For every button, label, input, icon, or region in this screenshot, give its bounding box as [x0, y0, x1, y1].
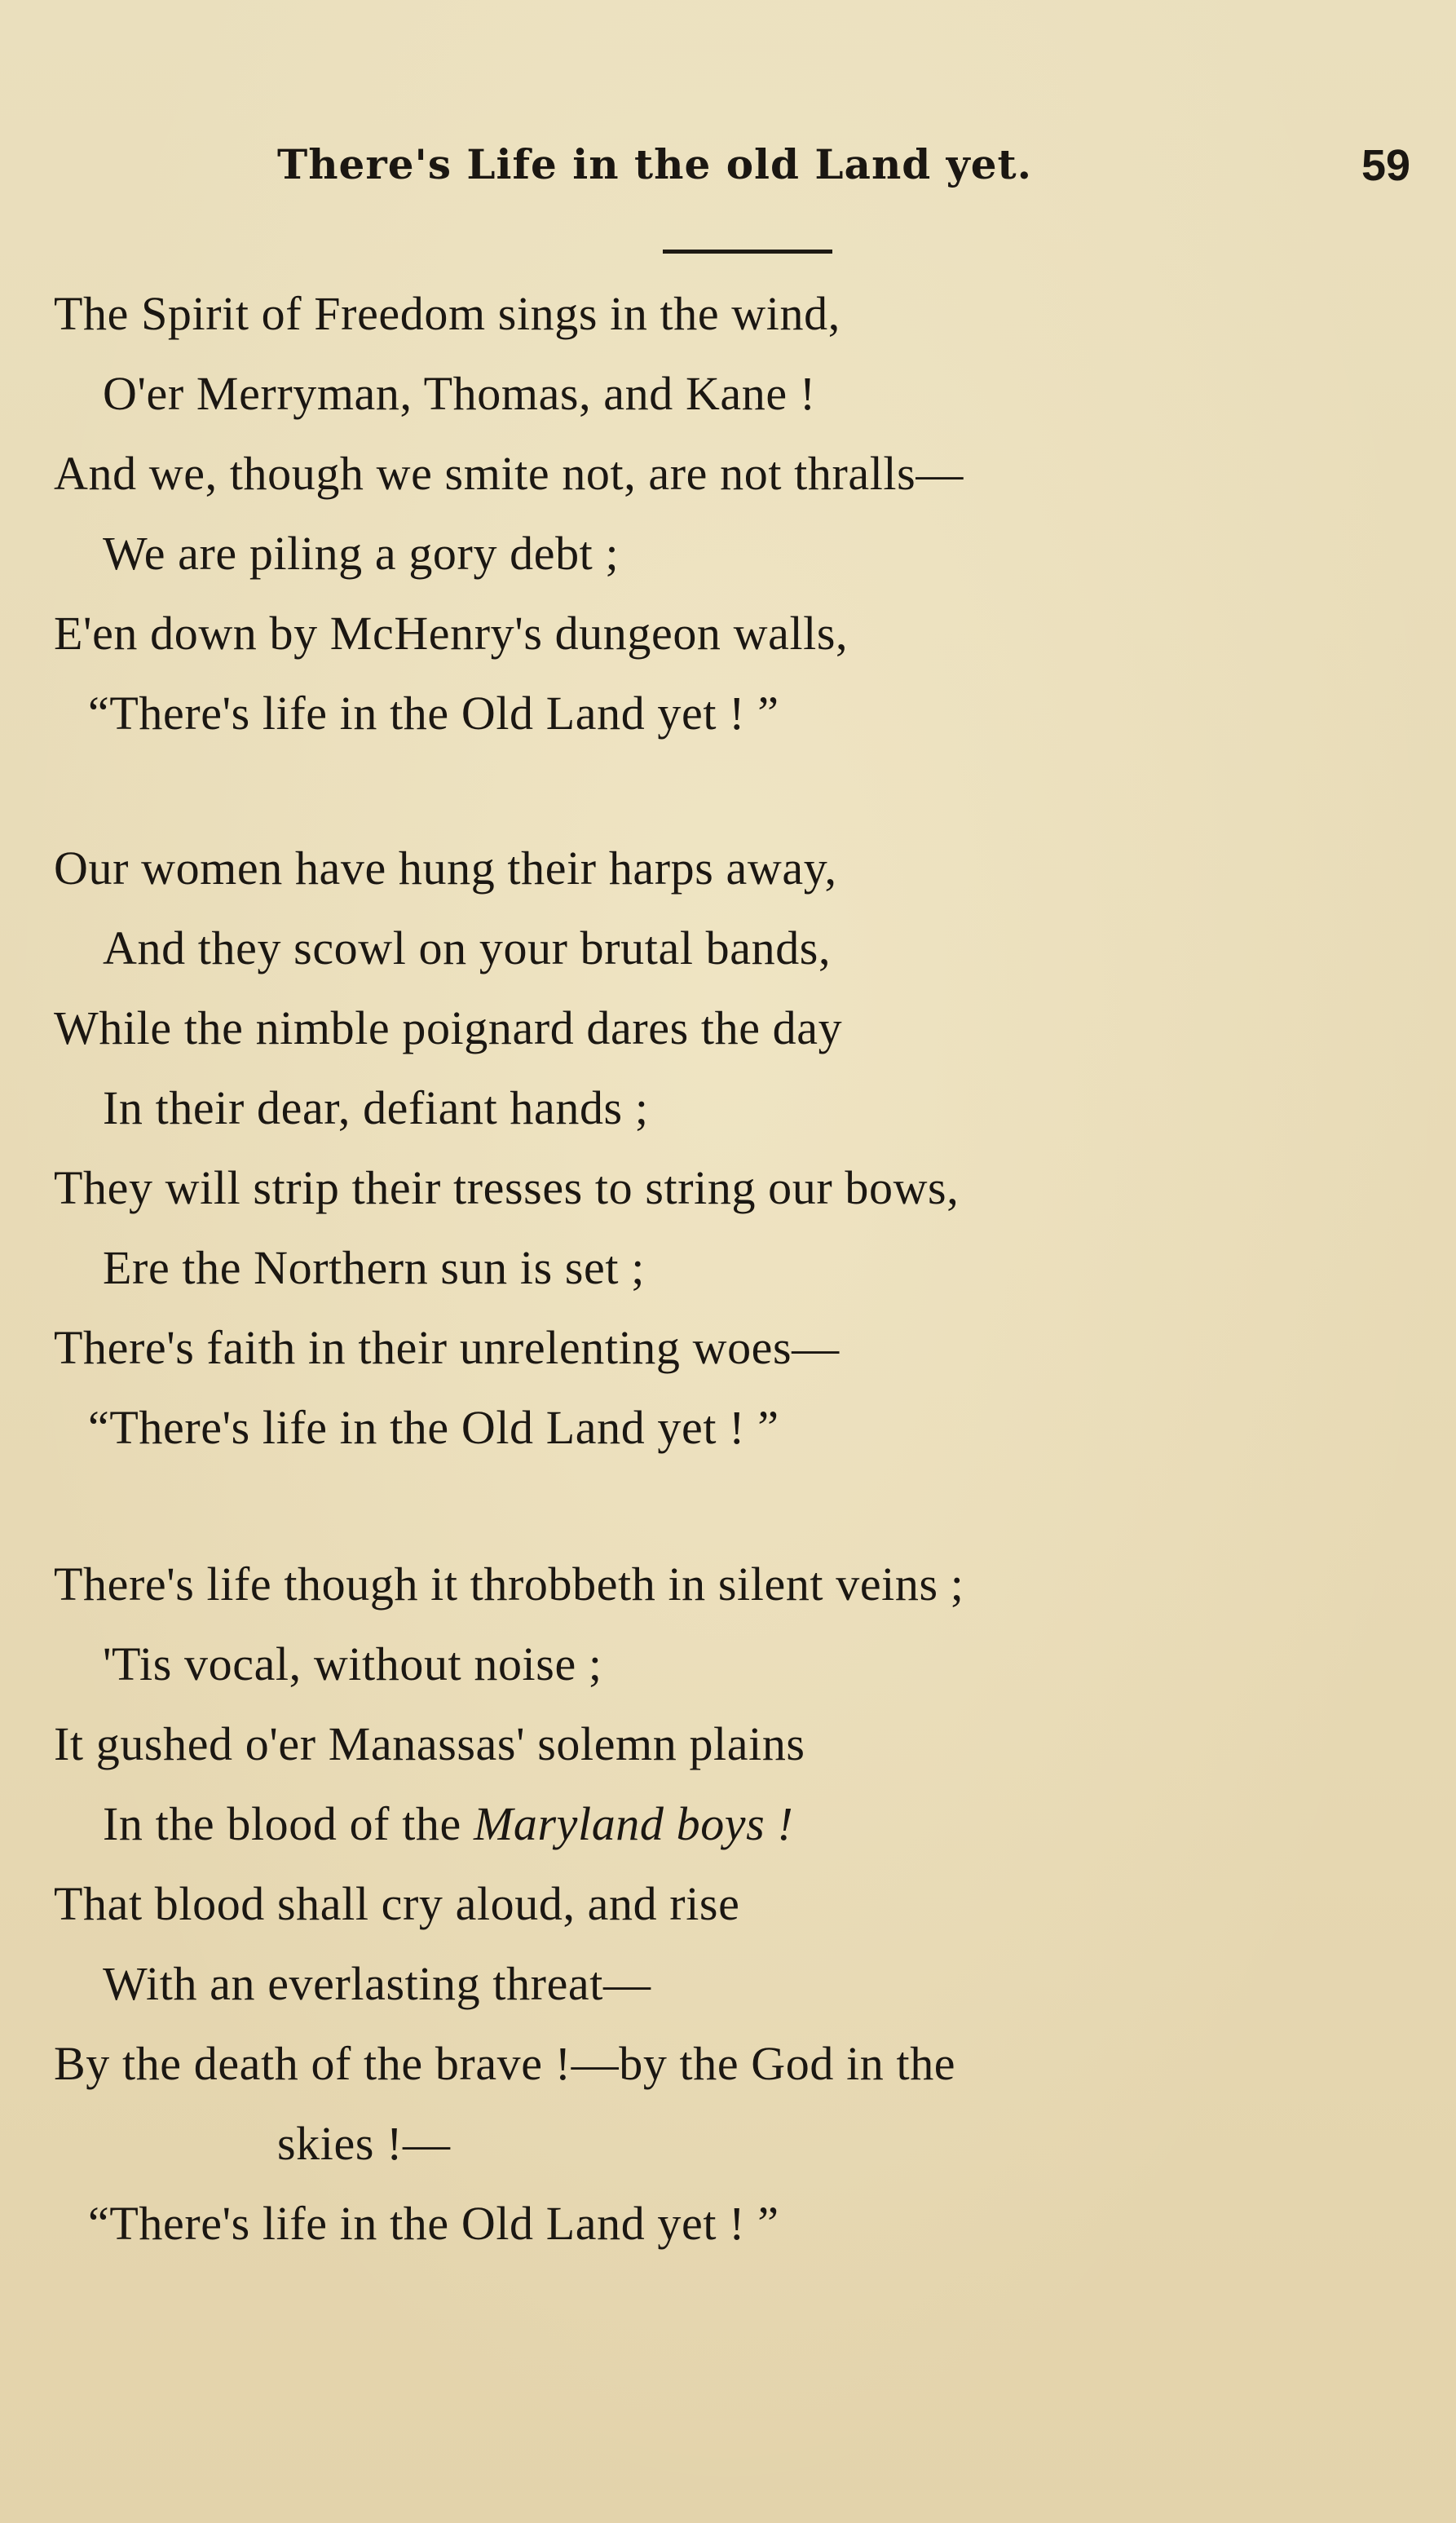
poem-refrain: “There's life in the Old Land yet ! ”	[88, 687, 779, 740]
poem-line: There's life though it throbbeth in silent veins ;	[54, 1558, 964, 1611]
italic-phrase: Maryland boys !	[473, 1797, 794, 1850]
poem-line: It gushed o'er Manassas' solemn plains	[54, 1717, 805, 1770]
poem-line: O'er Merryman, Thomas, and Kane !	[103, 367, 816, 420]
poem-line	[103, 1796, 793, 1853]
poem-line: By the death of the brave !—by the God in the	[54, 2037, 956, 2090]
poem-line: 'Tis vocal, without noise ;	[103, 1637, 602, 1690]
poem-refrain: “There's life in the Old Land yet ! ”	[88, 1401, 779, 1454]
poem-line: The Spirit of Freedom sings in the wind,	[54, 287, 841, 340]
poem-line-text: In the blood of the	[103, 1797, 474, 1850]
poem-line: Ere the Northern sun is set ;	[103, 1241, 645, 1294]
running-title: There's Life in the old Land yet.	[277, 140, 1033, 188]
poem-line: And they scowl on your brutal bands,	[103, 921, 832, 974]
poem-line: Our women have hung their harps away,	[54, 842, 837, 895]
running-head	[0, 140, 1456, 214]
poem-line: That blood shall cry aloud, and rise	[54, 1877, 740, 1930]
poem-refrain: “There's life in the Old Land yet ! ”	[88, 2197, 779, 2250]
poem-line: And we, though we smite not, are not thralls—	[54, 447, 964, 500]
poem-line: There's faith in their unrelenting woes—	[54, 1321, 840, 1374]
poem-line: With an everlasting threat—	[103, 1957, 651, 2010]
poem-line: We are piling a gory debt ;	[103, 527, 620, 580]
poem-line: In their dear, defiant hands ;	[103, 1081, 649, 1134]
header-rule	[663, 250, 832, 254]
poem-line-continuation: skies !—	[277, 2117, 451, 2170]
poem-line: E'en down by McHenry's dungeon walls,	[54, 607, 849, 660]
poem-line: While the nimble poignard dares the day	[54, 1001, 843, 1054]
page-number: 59	[1361, 141, 1411, 190]
poem-line: They will strip their tresses to string our bows,	[54, 1161, 960, 1214]
